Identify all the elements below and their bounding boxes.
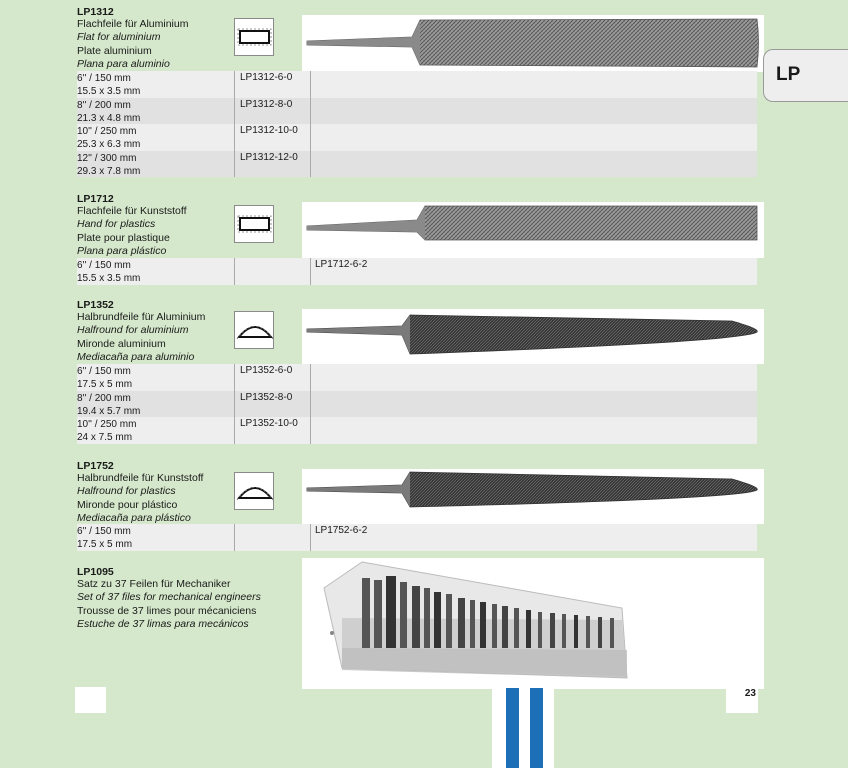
table-row: 6'' / 150 mm 15.5 x 3.5 mm LP1712-6-2 [77, 258, 757, 285]
article-number: LP1312-8-0 [240, 98, 293, 110]
corner-box [75, 687, 106, 713]
product-names [77, 311, 205, 364]
name-de: Halbrundfeile für Aluminium [77, 311, 206, 323]
name-de: Flachfeile für Kunststoff [77, 205, 187, 217]
product-names [77, 18, 188, 71]
name-es: Plana para aluminio [77, 57, 170, 70]
flat-file-image [302, 15, 764, 72]
halfround-file-image [302, 309, 764, 364]
name-en: Hand for plastics [77, 218, 156, 231]
article-number: LP1352-8-0 [240, 391, 293, 403]
name-en: Halfround for plastics [77, 485, 176, 498]
name-en: Flat for aluminium [77, 31, 161, 44]
name-fr: Mironde pour plástico [77, 498, 178, 511]
table-row: 12'' / 300 mm 29.3 x 7.8 mm LP1312-12-0 [77, 151, 757, 178]
product-names [77, 472, 203, 525]
name-de: Flachfeile für Aluminium [77, 18, 189, 30]
name-en: Halfround for aluminium [77, 324, 189, 337]
table-row: 8'' / 200 mm 19.4 x 5.7 mm LP1352-8-0 [77, 391, 757, 418]
name-es: Mediacaña para plástico [77, 511, 191, 524]
product-code: LP1312 [77, 6, 114, 18]
halfround-cross-section-icon [234, 311, 274, 349]
flat-cross-section-icon [234, 18, 274, 56]
file-set-roll-image [302, 558, 764, 689]
halfround-cross-section-icon [234, 472, 274, 510]
table-row: 8'' / 200 mm 21.3 x 4.8 mm LP1312-8-0 [77, 98, 757, 125]
article-number: LP1312-12-0 [240, 151, 298, 163]
page-number: 23 [744, 688, 756, 699]
name-fr: Plate pour plastique [77, 231, 170, 244]
product-names [77, 205, 187, 258]
name-en: Set of 37 files for mechanical engineers [77, 591, 261, 604]
product-code: LP1352 [77, 299, 114, 311]
section-tab [763, 49, 848, 102]
article-number: LP1352-10-0 [240, 418, 298, 430]
table-row: 10'' / 250 mm 25.3 x 6.3 mm LP1312-10-0 [77, 124, 757, 151]
name-fr: Trousse de 37 limes pour mécaniciens [77, 604, 257, 617]
name-es: Estuche de 37 limas para mecánicos [77, 617, 249, 630]
size-table [77, 364, 757, 444]
size-table [77, 258, 757, 285]
article-number: LP1712-6-2 [315, 259, 368, 270]
flat-cross-section-icon [234, 205, 274, 243]
name-fr: Plate aluminium [77, 44, 152, 57]
tab-label: LP [776, 64, 801, 85]
table-row: 10'' / 250 mm 24 x 7.5 mm LP1352-10-0 [77, 417, 757, 444]
table-row: 6'' / 150 mm 17.5 x 5 mm LP1352-6-0 [77, 364, 757, 391]
size-table [77, 524, 757, 551]
name-de: Satz zu 37 Feilen für Mechaniker [77, 578, 231, 590]
article-number: LP1312-6-0 [240, 72, 293, 83]
halfround-file-image [302, 469, 764, 524]
product-code: LP1095 [77, 566, 114, 578]
product-names [77, 578, 261, 631]
table-row: 6'' / 150 mm 17.5 x 5 mm LP1752-6-2 [77, 524, 757, 551]
product-code: LP1752 [77, 460, 114, 472]
article-number: LP1752-6-2 [315, 525, 368, 536]
article-number: LP1352-6-0 [240, 365, 293, 376]
product-code: LP1712 [77, 193, 114, 205]
flat-file-image [302, 202, 764, 258]
name-es: Plana para plástico [77, 244, 167, 257]
name-es: Mediacaña para aluminio [77, 350, 195, 363]
size-table [77, 71, 757, 177]
name-de: Halbrundfeile für Kunststoff [77, 472, 204, 484]
name-fr: Mironde aluminium [77, 337, 166, 350]
table-row: 6'' / 150 mm 15.5 x 3.5 mm LP1312-6-0 [77, 71, 757, 98]
page-number-box [726, 684, 758, 713]
binder-stripes [492, 688, 554, 768]
article-number: LP1312-10-0 [240, 125, 298, 137]
